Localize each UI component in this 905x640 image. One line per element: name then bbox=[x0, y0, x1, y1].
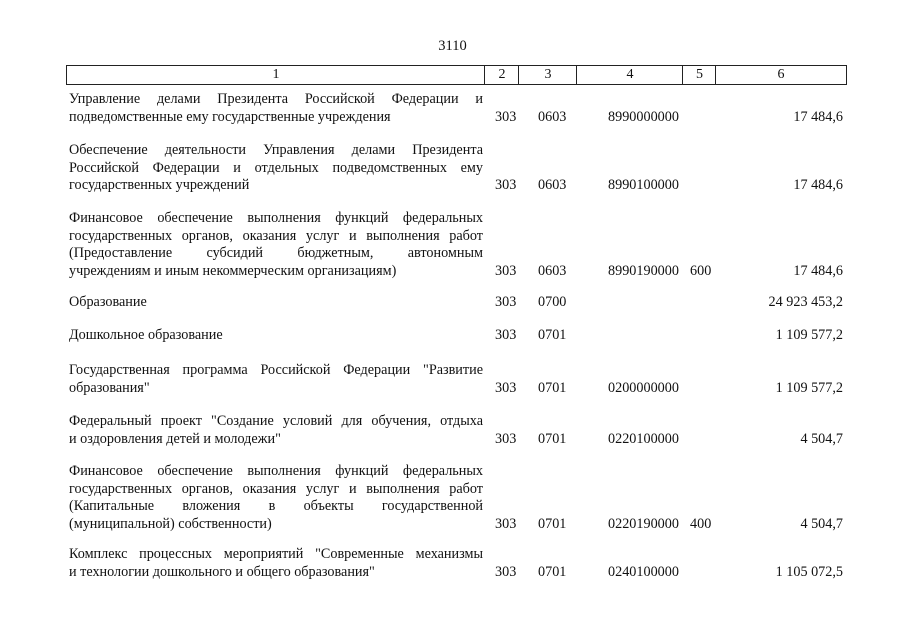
row-name-line: (Капитальные вложения в объекты государственной bbox=[69, 498, 483, 514]
row-name-line: Управление делами Президента Российской Федерации и bbox=[69, 91, 483, 107]
cell-c2: 303 bbox=[495, 294, 517, 310]
table-row bbox=[0, 91, 905, 126]
cell-c4: 0220190000 bbox=[608, 515, 679, 532]
cell-c2: 303 bbox=[495, 563, 517, 580]
row-name-line: государственных учреждений bbox=[69, 177, 250, 193]
cell-c3: 0701 bbox=[538, 327, 567, 343]
row-name-line: Обеспечение деятельности Управления делами Президента bbox=[69, 142, 483, 158]
cell-c4: 0220100000 bbox=[608, 430, 679, 447]
row-name-line: государственных органов, оказания услуг и выполнения работ bbox=[69, 480, 483, 497]
cell-c4: 0240100000 bbox=[608, 563, 679, 580]
cell-c3: 0701 bbox=[538, 563, 567, 580]
header-col-5: 5 bbox=[682, 65, 716, 85]
page-number: 3110 bbox=[438, 38, 467, 54]
cell-c3: 0701 bbox=[538, 515, 567, 532]
cell-c2: 303 bbox=[495, 430, 517, 447]
row-name bbox=[69, 463, 483, 533]
row-name-line: Дошкольное образование bbox=[69, 327, 223, 343]
cell-c3: 0603 bbox=[538, 108, 567, 125]
cell-c3: 0701 bbox=[538, 430, 567, 447]
table-row bbox=[0, 463, 905, 533]
row-name-line: Комплекс процессных мероприятий "Современные механизмы bbox=[69, 546, 483, 562]
row-name-line: подведомственные ему государственные учреждения bbox=[69, 108, 391, 125]
row-name-line: (Предоставление субсидий бюджетным, автономным bbox=[69, 245, 483, 261]
cell-c6: 24 923 453,2 bbox=[768, 294, 843, 310]
cell-c4: 8990190000 bbox=[608, 262, 679, 279]
row-name-line: Финансовое обеспечение выполнения функций федеральных bbox=[69, 463, 483, 479]
cell-c6: 4 504,7 bbox=[800, 430, 843, 447]
row-name-line: Российской Федерации и отдельных подведомственных ему bbox=[69, 159, 483, 176]
cell-c2: 303 bbox=[495, 177, 517, 193]
row-name bbox=[69, 142, 483, 195]
row-name-line: Финансовое обеспечение выполнения функций федеральных bbox=[69, 210, 483, 226]
row-name-line: и технологии дошкольного и общего образования" bbox=[69, 563, 375, 580]
cell-c3: 0603 bbox=[538, 177, 567, 193]
row-name-line: Образование bbox=[69, 294, 147, 310]
table-row bbox=[0, 546, 905, 581]
cell-c3: 0700 bbox=[538, 294, 567, 310]
header-col-6: 6 bbox=[715, 65, 847, 85]
row-name bbox=[69, 327, 483, 345]
cell-c6: 1 109 577,2 bbox=[775, 379, 843, 396]
header-col-4: 4 bbox=[576, 65, 683, 85]
row-name-line: учреждениям и иным некоммерческим организациям) bbox=[69, 262, 397, 279]
header-col-3: 3 bbox=[518, 65, 577, 85]
cell-c4: 0200000000 bbox=[608, 379, 679, 396]
cell-c4: 8990100000 bbox=[608, 177, 679, 193]
row-name bbox=[69, 91, 483, 126]
row-name-line: образования" bbox=[69, 379, 150, 396]
cell-c5: 400 bbox=[690, 515, 712, 532]
row-name-line: и оздоровления детей и молодежи" bbox=[69, 430, 281, 447]
row-name-line: Федеральный проект "Создание условий для обучения, отдыха bbox=[69, 413, 483, 429]
table-header bbox=[66, 65, 847, 85]
table-row bbox=[0, 294, 905, 312]
cell-c6: 1 109 577,2 bbox=[775, 327, 843, 343]
cell-c6: 17 484,6 bbox=[793, 262, 843, 279]
row-name bbox=[69, 362, 483, 397]
cell-c3: 0603 bbox=[538, 262, 567, 279]
table-row bbox=[0, 413, 905, 448]
row-name-line: (муниципальной) собственности) bbox=[69, 515, 272, 532]
row-name bbox=[69, 413, 483, 448]
cell-c2: 303 bbox=[495, 327, 517, 343]
row-name bbox=[69, 210, 483, 280]
cell-c6: 17 484,6 bbox=[793, 108, 843, 125]
cell-c3: 0701 bbox=[538, 379, 567, 396]
cell-c6: 17 484,6 bbox=[793, 177, 843, 193]
row-name bbox=[69, 294, 483, 312]
header-col-1: 1 bbox=[66, 65, 485, 85]
table-row bbox=[0, 210, 905, 280]
cell-c2: 303 bbox=[495, 108, 517, 125]
cell-c2: 303 bbox=[495, 515, 517, 532]
header-col-2: 2 bbox=[484, 65, 519, 85]
row-name-line: Государственная программа Российской Федерации "Развитие bbox=[69, 362, 483, 378]
cell-c5: 600 bbox=[690, 262, 712, 279]
row-name bbox=[69, 546, 483, 581]
row-name-line: государственных органов, оказания услуг и выполнения работ bbox=[69, 227, 483, 244]
table-row bbox=[0, 362, 905, 397]
cell-c6: 4 504,7 bbox=[800, 515, 843, 532]
table-row bbox=[0, 327, 905, 345]
cell-c2: 303 bbox=[495, 262, 517, 279]
table-row bbox=[0, 142, 905, 195]
cell-c4: 8990000000 bbox=[608, 108, 679, 125]
cell-c6: 1 105 072,5 bbox=[775, 563, 843, 580]
cell-c2: 303 bbox=[495, 379, 517, 396]
